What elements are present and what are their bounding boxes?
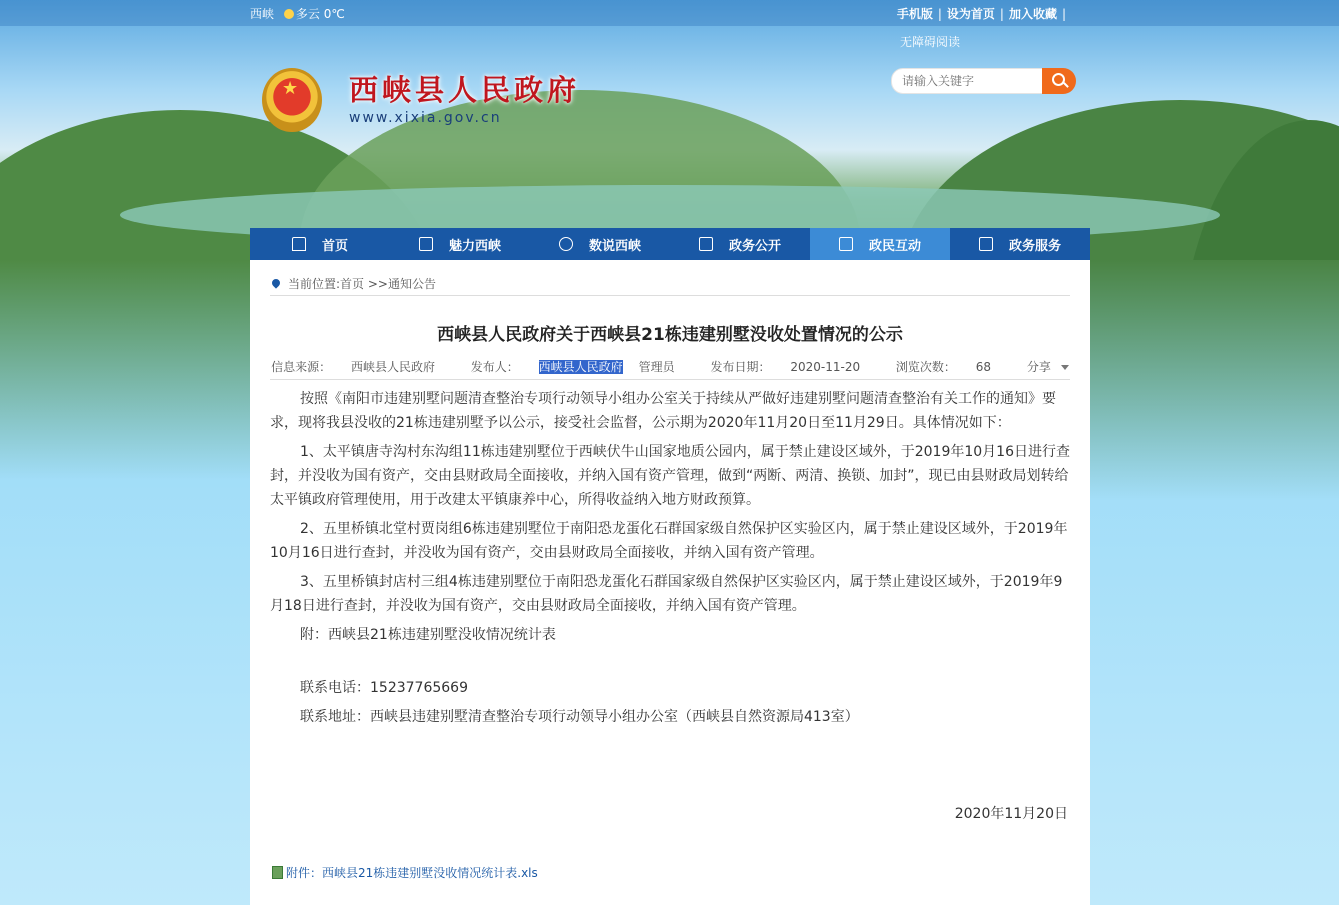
sign-date: 2020年11月20日 bbox=[954, 806, 1068, 822]
scenery-left bbox=[0, 260, 250, 480]
nav-label: 政民互动 bbox=[868, 238, 921, 254]
national-emblem-icon bbox=[262, 68, 322, 132]
weather-widget bbox=[250, 5, 345, 22]
scenery-right bbox=[1090, 260, 1339, 500]
attachment-label[interactable]: 附件：西峡县21栋违建别墅没收情况统计表.xls bbox=[286, 866, 538, 880]
share-button[interactable]: 分享 bbox=[1019, 360, 1077, 374]
site-title[interactable]: 西峡县人民政府 bbox=[349, 73, 581, 107]
meta-publisher: 发布人： 西峡县人民政府 管理员 bbox=[470, 360, 675, 374]
nav-item-data[interactable] bbox=[530, 228, 670, 260]
attachment-link[interactable] bbox=[272, 864, 538, 881]
search-button[interactable] bbox=[1042, 68, 1076, 94]
paragraph-item-3: 3、五里桥镇封店村三组4栋违建别墅位于南阳恐龙蛋化石群国家级自然保护区实验区内，属于禁止建设区域外，于2019年9月18日进行查封，并没收为国有资产，交由县财政局全面接收，并纳入国有资产管理。 bbox=[270, 574, 1063, 614]
article-title: 西峡县人民政府关于西峡县21栋违建别墅没收处置情况的公示 bbox=[437, 325, 903, 345]
meta-views: 浏览次数： 68 bbox=[895, 360, 992, 374]
top-bar bbox=[0, 0, 1339, 26]
excel-file-icon bbox=[272, 866, 283, 879]
home-icon bbox=[292, 237, 306, 251]
weather-city: 西峡 bbox=[250, 7, 275, 21]
search-input[interactable] bbox=[900, 69, 1044, 93]
divider bbox=[270, 379, 1070, 380]
building-icon bbox=[419, 237, 433, 251]
paragraph-item-1: 1、太平镇唐寺沟村东沟组11栋违建别墅位于西峡伏牛山国家地质公园内，属于禁止建设区域外，于2019年10月16日进行查封，并没收为国有资产，交由县财政局全面接收，并纳入国有资产管理，做到“两断、两清、换锁、加封”，现已由县财政局划转给太平镇政府管理使用，用于改建太平镇康养中心，所得收益纳入地方财政预算。 bbox=[270, 444, 1070, 508]
mobile-link[interactable]: 手机版 bbox=[896, 7, 933, 21]
meta-date: 发布日期： 2020-11-20 bbox=[710, 360, 861, 374]
nav-item-home[interactable] bbox=[250, 228, 390, 260]
paragraph-intro: 按照《南阳市违建别墅问题清查整治专项行动领导小组办公室关于持续从严做好违建别墅问题清查整治有关工作的通知》要求，现将我县没收的21栋违建别墅予以公示，接受社会监督，公示期为2020年11月20日至11月29日。具体情况如下： bbox=[270, 391, 1056, 431]
header-banner bbox=[0, 0, 1339, 260]
article-panel bbox=[250, 260, 1090, 905]
nav-label: 魅力西峡 bbox=[448, 238, 501, 254]
nav-label: 数说西峡 bbox=[588, 238, 641, 254]
contact-phone: 联系电话：15237765669 bbox=[300, 680, 468, 696]
nav-label: 政务公开 bbox=[728, 238, 781, 254]
weather-temp: 0℃ bbox=[323, 7, 345, 21]
set-homepage-link[interactable]: 设为首页 bbox=[946, 7, 995, 21]
nav-label: 首页 bbox=[321, 238, 348, 254]
search-box bbox=[891, 68, 1045, 94]
nav-item-charm[interactable] bbox=[390, 228, 530, 260]
add-favorite-link[interactable]: 加入收藏 bbox=[1008, 7, 1057, 21]
divider bbox=[270, 295, 1070, 296]
meta-source: 信息来源： 西峡县人民政府 bbox=[271, 360, 435, 374]
article-body bbox=[270, 387, 1070, 734]
location-pin-icon bbox=[270, 277, 281, 288]
chart-icon bbox=[559, 237, 573, 251]
nav-item-gov-affairs[interactable] bbox=[670, 228, 810, 260]
site-url: www.xixia.gov.cn bbox=[349, 110, 502, 126]
document-icon bbox=[699, 237, 713, 251]
chat-icon bbox=[839, 237, 853, 251]
breadcrumb-text[interactable]: 当前位置:首页 >>通知公告 bbox=[288, 277, 436, 291]
breadcrumb bbox=[272, 275, 436, 292]
main-nav bbox=[250, 228, 1090, 260]
top-links: 手机版 | 设为首页 | 加入收藏 | bbox=[896, 7, 1066, 21]
chevron-down-icon bbox=[1061, 365, 1069, 370]
nav-item-interaction[interactable] bbox=[810, 228, 950, 260]
paragraph-appendix: 附：西峡县21栋违建别墅没收情况统计表 bbox=[300, 627, 556, 643]
sun-icon bbox=[284, 9, 294, 19]
selected-text: 西峡县人民政府 bbox=[538, 360, 623, 374]
weather-condition: 多云 bbox=[295, 7, 320, 21]
service-icon bbox=[979, 237, 993, 251]
nav-label: 政务服务 bbox=[1008, 238, 1061, 254]
contact-address: 联系地址：西峡县违建别墅清查整治专项行动领导小组办公室（西峡县自然资源局413室） bbox=[300, 709, 859, 725]
accessibility-link[interactable]: 无障碍阅读 bbox=[900, 35, 961, 49]
article-meta bbox=[250, 358, 1090, 375]
nav-item-service[interactable] bbox=[950, 228, 1090, 260]
paragraph-item-2: 2、五里桥镇北堂村贾岗组6栋违建别墅位于南阳恐龙蛋化石群国家级自然保护区实验区内，属于禁止建设区域外，于2019年10月16日进行查封，并没收为国有资产，交由县财政局全面接收，并纳入国有资产管理。 bbox=[270, 521, 1068, 561]
